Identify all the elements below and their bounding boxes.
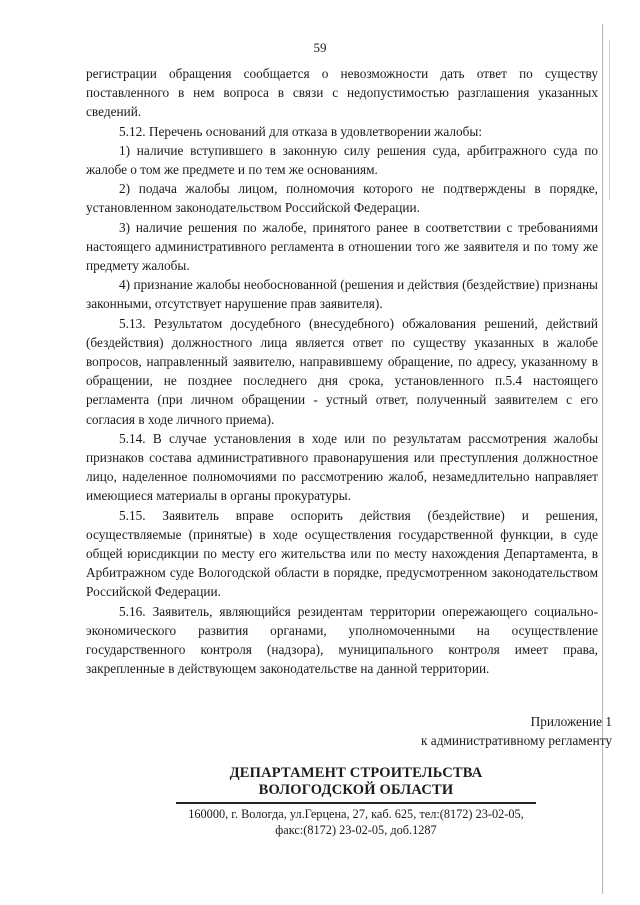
page-number: 59 [313,40,327,55]
letterhead-divider [176,802,536,804]
appendix-subtitle: к административному регламенту [421,733,612,748]
paragraph-5-12-item-3: 3) наличие решения по жалобе, принятого ранее в соответствии с требованиями настоящего административного регламента в отношении того же заявителя и по тому же предмету жалобы. [86,219,598,274]
appendix-label [421,712,612,750]
paragraph-5-13: 5.13. Результатом досудебного (внесудебного) обжалования решений, действий (бездействия) должностного лица является ответ по существу указанных в жалобе вопросов, направленный заявителю, направившему обращение, по адресу, указанному в обращении, не позднее последнего дня срока, установленного п.5.4 настоящего регламента (при личном обращении - устный ответ, полученный заявителем с его согласия в ходе личного приема). [86,315,598,427]
appendix-title: Приложение 1 [530,714,612,729]
paragraph-5-14: 5.14. В случае установления в ходе или по результатам рассмотрения жалобы признаков состава административного правонарушения или преступления должностное лицо, наделенное полномочиями по рассмотрению жалоб, незамедлительно направляет имеющиеся материалы в органы прокуратуры. [86,430,598,504]
scan-edge-line [602,24,603,894]
document-body [86,64,598,679]
department-address: 160000, г. Вологда, ул.Герцена, 27, каб. 625, тел:(8172) 23-02-05, [188,807,524,821]
paragraph-5-12-item-2: 2) подача жалобы лицом, полномочия которого не подтверждены в порядке, установленном законодательством Российской Федерации. [86,181,598,216]
letterhead [176,765,536,838]
scan-edge-line [609,40,610,200]
department-contacts: факс:(8172) 23-02-05, доб.1287 [275,823,437,837]
paragraph-5-12-heading: 5.12. Перечень оснований для отказа в удовлетворении жалобы: [119,123,483,139]
department-name-line-2: ВОЛОГОДСКОЙ ОБЛАСТИ [258,782,454,798]
paragraph-5-12-item-4: 4) признание жалобы необоснованной (решения и действия (бездействие) признаны законными, отсутствует нарушение прав заявителя). [86,277,598,312]
department-name-line-1: ДЕПАРТАМЕНТ СТРОИТЕЛЬСТВА [229,765,483,781]
paragraph-5-15: 5.15. Заявитель вправе оспорить действия (бездействие) и решения, осуществляемые (принятые) в ходе осуществления государственной функции, в суде общей юрисдикции по месту его жительства или по месту нахождения Департамента, в Арбитражном суде Вологодской области в порядке, предусмотренном законодательством Российской Федерации. [86,507,598,600]
paragraph-continuation: регистрации обращения сообщается о невозможности дать ответ по существу поставленного в нем вопроса в связи с недопустимостью разглашения указанных сведений. [86,66,598,120]
paragraph-5-12-item-1: 1) наличие вступившего в законную силу решения суда, арбитражного суда по жалобе о том же предмете и по тем же основаниям. [86,142,598,178]
paragraph-5-16: 5.16. Заявитель, являющийся резидентам территории опережающего социально-экономического развития органами, уполномоченными на осуществление государственного контроля (надзора), муниципального контроля имеет права, закрепленные в действующем законодательстве на данной территории. [86,603,598,677]
